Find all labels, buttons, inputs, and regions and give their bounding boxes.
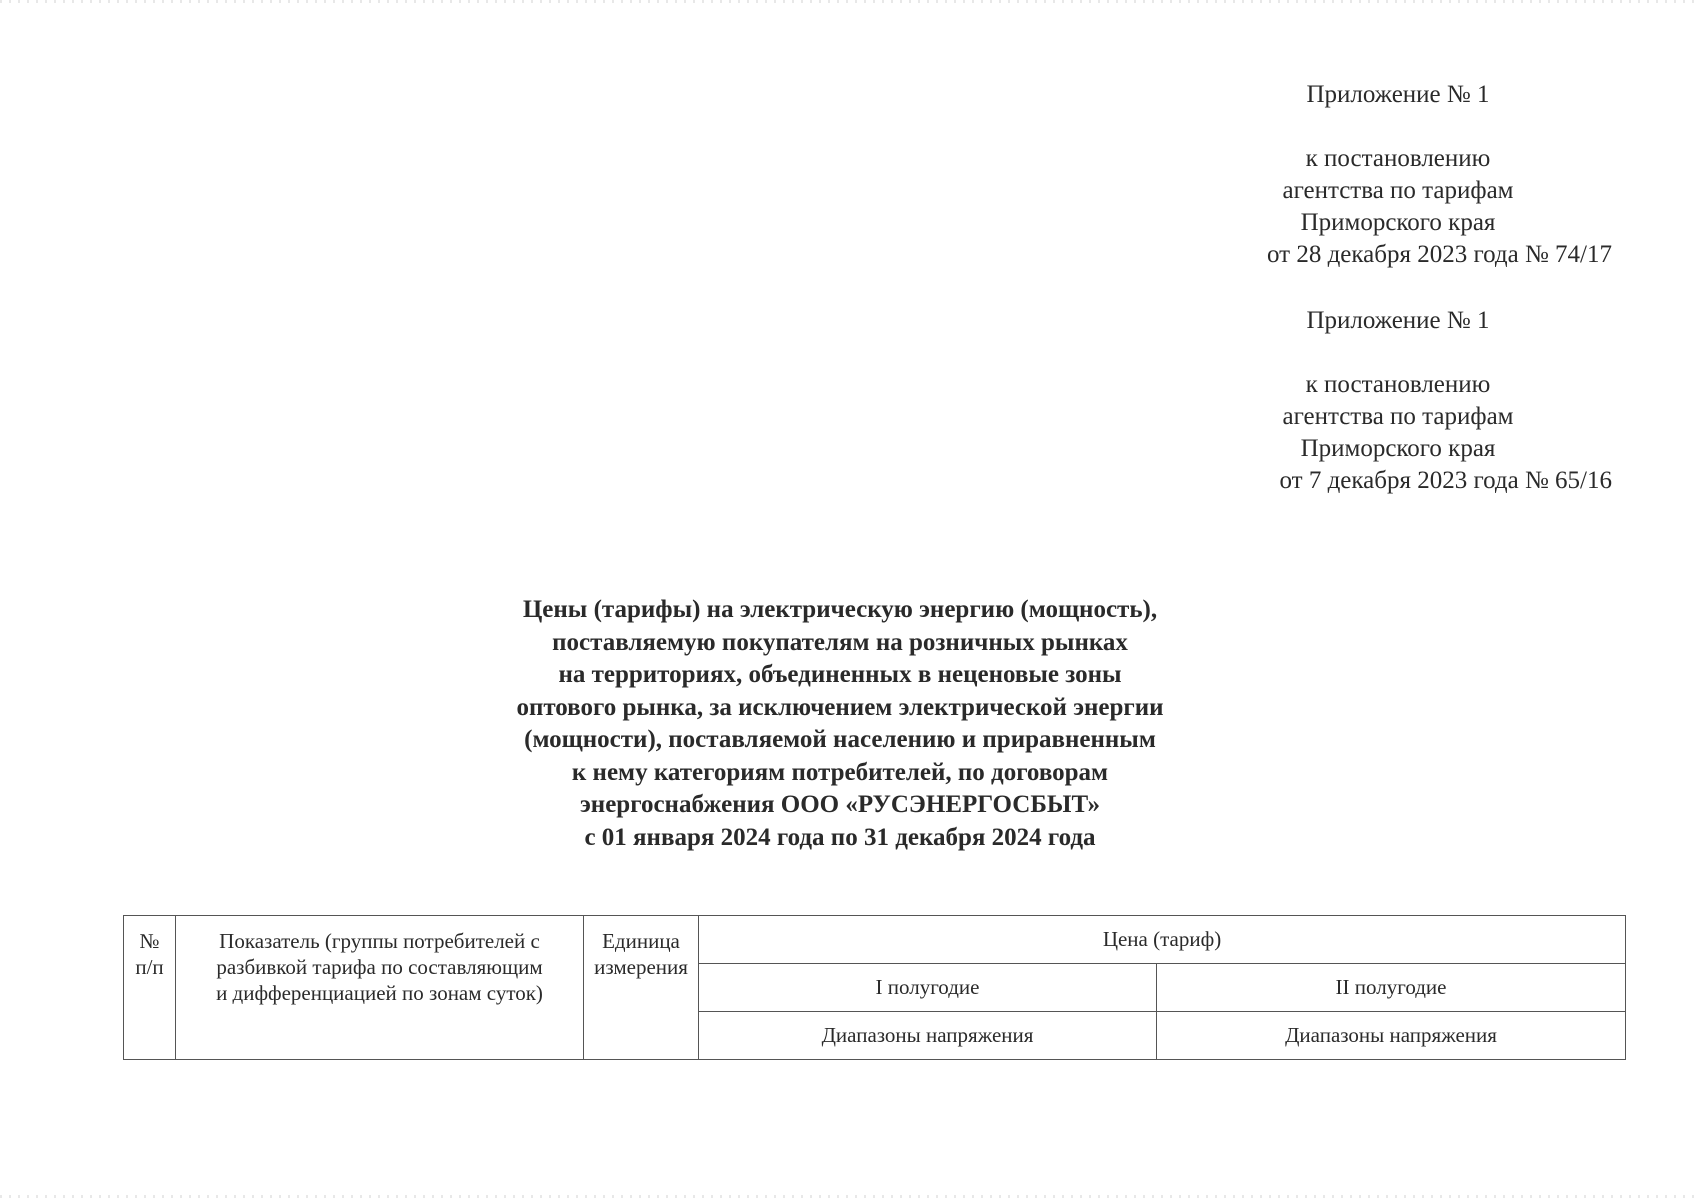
title-line: оптового рынка, за исключением электрической энергии xyxy=(516,693,1164,721)
header-cell-unit: Единица измерения xyxy=(584,916,699,1060)
header-cell-half-year-1: I полугодие xyxy=(699,964,1157,1012)
approval-line: Приморского края xyxy=(1300,209,1496,236)
approval-reference: от 28 декабря 2023 года № 74/17 xyxy=(1266,241,1612,268)
header-cell-number: № п/п xyxy=(124,916,176,1060)
approval-block-1 xyxy=(1188,79,1612,271)
header-cell-price: Цена (тариф) xyxy=(699,916,1626,964)
title-line: на территориях, объединенных в неценовые зоны xyxy=(558,661,1122,688)
header-cell-voltage-ranges-2: Диапазоны напряжения xyxy=(1157,1012,1626,1060)
scan-edge-top xyxy=(0,0,1698,3)
appendix-label: Приложение № 1 xyxy=(1306,81,1490,108)
header-cell-voltage-ranges-1: Диапазоны напряжения xyxy=(699,1012,1157,1060)
approval-line: к постановлению xyxy=(1305,145,1491,172)
approval-reference: от 7 декабря 2023 года № 65/16 xyxy=(1279,467,1612,494)
tariff-table xyxy=(123,915,1626,1060)
approval-block-2 xyxy=(1188,305,1612,497)
header-cell-indicator: Показатель (группы потребителей с разбивкой тарифа по составляющим и дифференциацией по зонам суток) xyxy=(176,916,584,1060)
approval-line: Приморского края xyxy=(1300,435,1496,462)
title-line: энергоснабжения ООО «РУСЭНЕРГОСБЫТ» xyxy=(580,791,1100,818)
appendix-label: Приложение № 1 xyxy=(1306,307,1490,334)
document-title xyxy=(450,594,1230,854)
approval-line: к постановлению xyxy=(1305,371,1491,398)
table-header-row xyxy=(124,916,1626,964)
title-line: поставляемую покупателям на розничных рынках xyxy=(552,628,1128,656)
title-line: с 01 января 2024 года по 31 декабря 2024 года xyxy=(584,823,1096,851)
title-line: (мощности), поставляемой населению и приравненным xyxy=(524,726,1156,753)
approval-line: агентства по тарифам xyxy=(1282,177,1514,204)
scan-edge-bottom xyxy=(0,1195,1698,1198)
header-cell-half-year-2: II полугодие xyxy=(1157,964,1626,1012)
title-line: Цены (тарифы) на электрическую энергию (мощность), xyxy=(522,596,1158,623)
approval-line: агентства по тарифам xyxy=(1282,403,1514,430)
title-line: к нему категориям потребителей, по договорам xyxy=(571,758,1109,786)
